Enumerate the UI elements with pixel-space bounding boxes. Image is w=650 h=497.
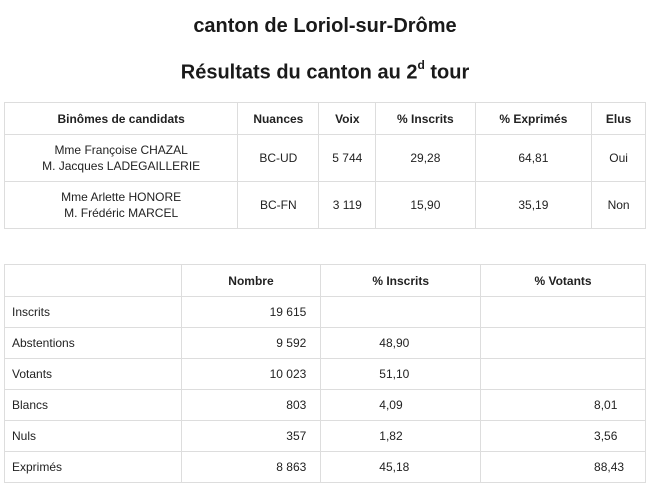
nuance-cell: BC-UD — [238, 135, 319, 182]
row-label: Nuls — [5, 421, 182, 452]
nombre-cell: 19 615 — [181, 297, 321, 328]
pct-votants-cell: 8,01 — [481, 390, 646, 421]
table-header-row — [5, 103, 646, 135]
column-header: Elus — [592, 103, 646, 135]
pct-inscrits-cell: 1,82 — [321, 421, 481, 452]
nuance-cell: BC-FN — [238, 182, 319, 229]
candidate-name: M. Frédéric MARCEL — [64, 206, 179, 220]
pct-exprimes-cell: 64,81 — [475, 135, 592, 182]
column-header: % Exprimés — [475, 103, 592, 135]
nombre-cell: 357 — [181, 421, 321, 452]
row-label: Blancs — [5, 390, 182, 421]
subtitle-end: tour — [424, 61, 470, 84]
candidates-cell — [5, 135, 238, 182]
elu-cell: Oui — [592, 135, 646, 182]
table-row — [5, 135, 646, 182]
pct-inscrits-cell: 45,18 — [321, 452, 481, 483]
column-header: Voix — [319, 103, 376, 135]
pct-exprimes-cell: 35,19 — [475, 182, 592, 229]
candidates-results-table — [4, 102, 646, 229]
table-row — [5, 182, 646, 229]
row-label: Votants — [5, 359, 182, 390]
subtitle-text: Résultats du canton au 2 — [180, 61, 418, 84]
column-header: % Votants — [481, 265, 646, 297]
pct-inscrits-cell: 15,90 — [376, 182, 475, 229]
row-label: Exprimés — [5, 452, 182, 483]
row-label: Inscrits — [5, 297, 182, 328]
candidates-cell — [5, 182, 238, 229]
voix-cell: 3 119 — [319, 182, 376, 229]
table-row — [5, 452, 646, 483]
nombre-cell: 803 — [181, 390, 321, 421]
participation-summary-table — [4, 264, 646, 483]
candidate-name: Mme Françoise CHAZAL — [54, 143, 188, 157]
elu-cell: Non — [592, 182, 646, 229]
pct-inscrits-cell — [321, 297, 481, 328]
pct-inscrits-cell: 4,09 — [321, 390, 481, 421]
pct-inscrits-cell: 48,90 — [321, 328, 481, 359]
pct-votants-cell — [481, 297, 646, 328]
subtitle-superscript: d — [417, 58, 425, 72]
page-title: canton de Loriol-sur-Drôme — [193, 15, 457, 37]
voix-cell: 5 744 — [319, 135, 376, 182]
table-row — [5, 297, 646, 328]
candidate-name: Mme Arlette HONORE — [61, 190, 182, 204]
nombre-cell: 8 863 — [181, 452, 321, 483]
pct-votants-cell — [481, 359, 646, 390]
table-row — [5, 390, 646, 421]
table-row — [5, 328, 646, 359]
column-header: Binômes de candidats — [5, 103, 238, 135]
nombre-cell: 9 592 — [181, 328, 321, 359]
table-row — [5, 421, 646, 452]
candidate-name: M. Jacques LADEGAILLERIE — [42, 159, 201, 173]
pct-votants-cell: 3,56 — [481, 421, 646, 452]
column-header: % Inscrits — [321, 265, 481, 297]
column-header: Nuances — [238, 103, 319, 135]
pct-votants-cell: 88,43 — [481, 452, 646, 483]
pct-inscrits-cell: 29,28 — [376, 135, 475, 182]
nombre-cell: 10 023 — [181, 359, 321, 390]
column-header: Nombre — [181, 265, 321, 297]
page-subtitle — [0, 60, 650, 85]
row-label: Abstentions — [5, 328, 182, 359]
pct-inscrits-cell: 51,10 — [321, 359, 481, 390]
table-row — [5, 359, 646, 390]
pct-votants-cell — [481, 328, 646, 359]
column-header: % Inscrits — [376, 103, 475, 135]
table-header-row — [5, 265, 646, 297]
column-header — [5, 265, 182, 297]
